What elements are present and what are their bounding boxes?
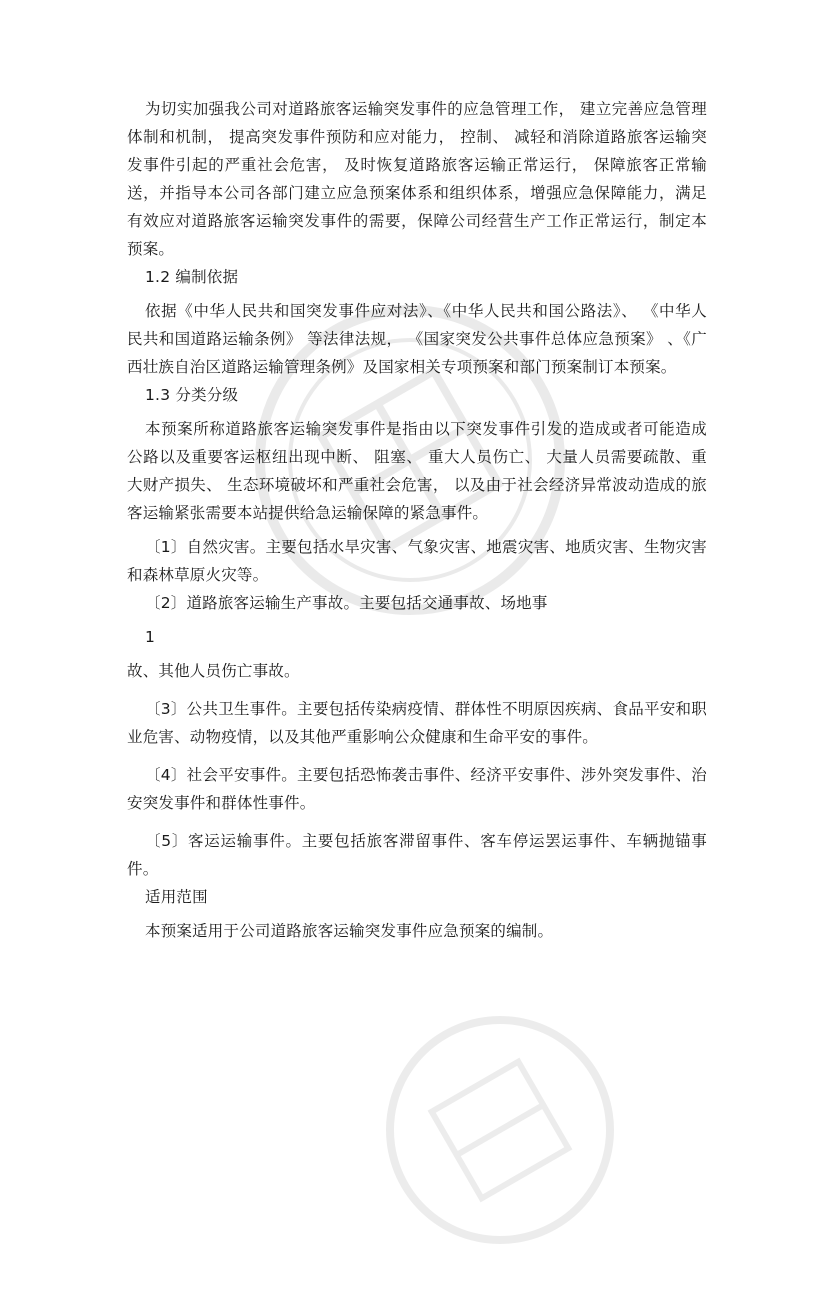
document-body xyxy=(127,95,707,945)
section-heading-classification: 1.3 分类分级 xyxy=(145,386,239,404)
classification-paragraph: 本预案所称道路旅客运输突发事件是指由以下突发事件引发的造成或者可能造成公路以及重要客运枢纽出现中断、 阻塞、 重大人员伤亡、 大量人员需要疏散、重大财产损失、 生态环境破坏和严重社会危害， 以及由于社会经济异常波动造成的旅客运输紧张需要本站提供给急运输保障的紧急事件。 xyxy=(127,420,707,522)
list-item-public-health: 〔3〕公共卫生事件。主要包括传染病疫情、群体性不明原因疾病、食品平安和职业危害、动物疫情，以及其他严重影响公众健康和生命平安的事件。 xyxy=(127,700,707,746)
scope-paragraph: 本预案适用于公司道路旅客运输突发事件应急预案的编制。 xyxy=(145,922,554,940)
page-number: 1 xyxy=(145,628,156,646)
list-item-social-security: 〔4〕社会平安事件。主要包括恐怖袭击事件、经济平安事件、涉外突发事件、治安突发事件和群体性事件。 xyxy=(127,766,707,812)
section-heading-basis: 1.2 编制依据 xyxy=(145,268,239,286)
basis-paragraph: 依据《中华人民共和国突发事件应对法》、《中华人民共和国公路法》、 《中华人民共和国道路运输条例》 等法律法规， 《国家突发公共事件总体应急预案》 、《广西壮族自治区道路运输管理条例》及国家相关专项预案和部门预案制订本预案。 xyxy=(127,302,707,376)
section-heading-scope: 适用范围 xyxy=(145,888,208,906)
list-item-natural-disaster: 〔1〕自然灾害。主要包括水旱灾害、气象灾害、地震灾害、地质灾害、生物灾害和森林草原火灾等。 xyxy=(127,538,707,584)
intro-paragraph: 为切实加强我公司对道路旅客运输突发事件的应急管理工作， 建立完善应急管理体制和机制， 提高突发事件预防和应对能力， 控制、 减轻和消除道路旅客运输突发事件引起的严重社会危害， 及时恢复道路旅客运输正常运行， 保障旅客正常输送，并指导本公司各部门建立应急预案体系和组织体系，增强应急保障能力，满足有效应对道路旅客运输突发事件的需要，保障公司经营生产工作正常运行，制定本预案。 xyxy=(127,100,707,258)
list-item-transport-event: 〔5〕客运运输事件。主要包括旅客滞留事件、客车停运罢运事件、车辆抛锚事件。 xyxy=(127,832,707,878)
list-item-production-accident-cont: 故、其他人员伤亡事故。 xyxy=(127,662,300,680)
list-item-production-accident: 〔2〕道路旅客运输生产事故。主要包括交通事故、场地事 xyxy=(145,594,548,612)
watermark-seal-small-icon xyxy=(336,966,664,1294)
